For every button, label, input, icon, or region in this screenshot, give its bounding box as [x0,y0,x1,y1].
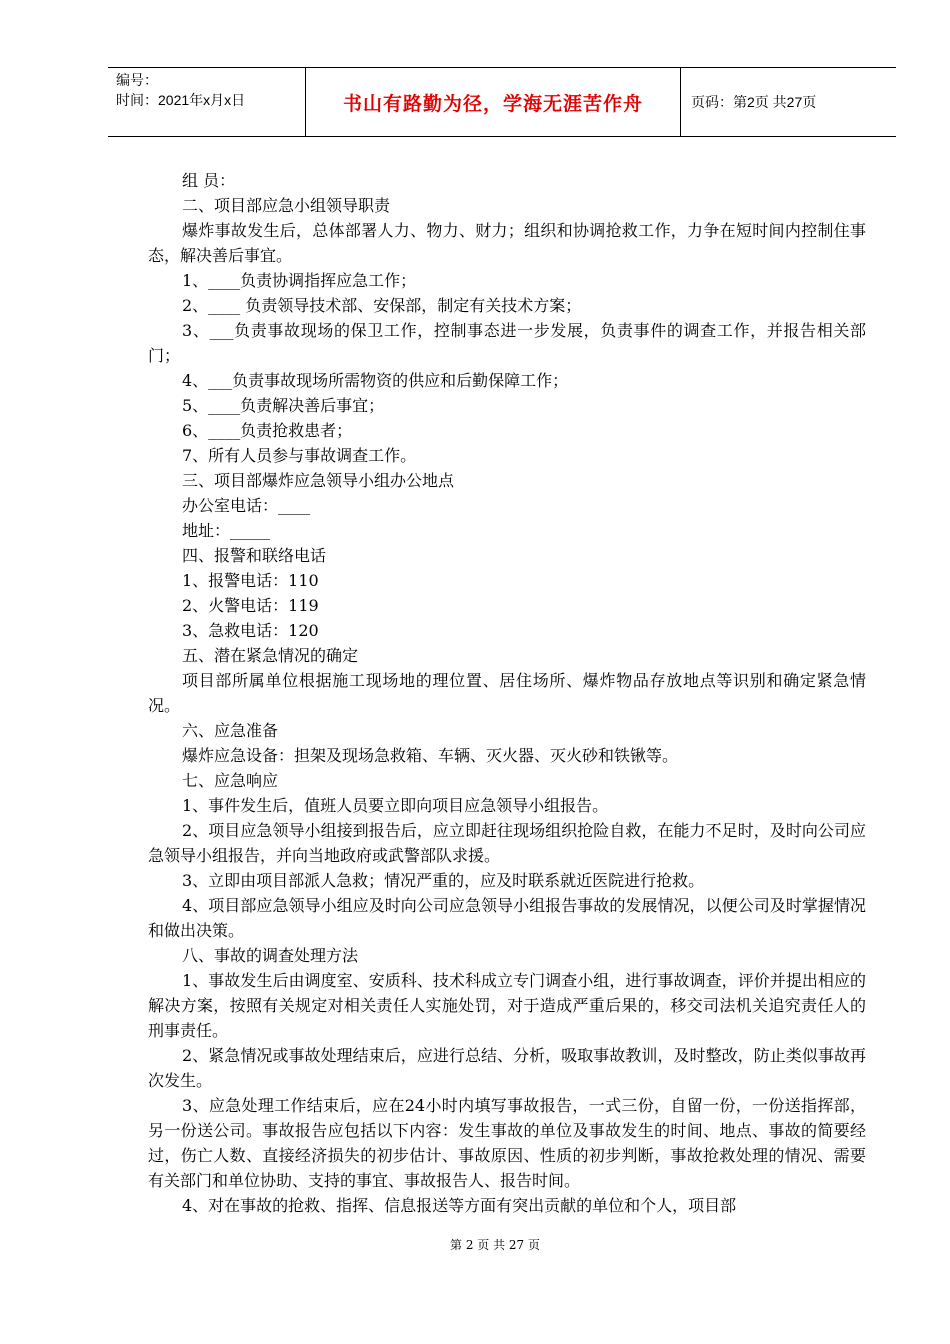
time-label: 时间：2021年x月x日 [116,92,246,108]
paragraph: 三、项目部爆炸应急领导小组办公地点 [182,471,455,490]
paragraph: 地址：_____ [182,521,271,540]
paragraph: 八、事故的调查处理方法 [182,946,359,965]
paragraph: 3、应急处理工作结束后，应在24小时内填写事故报告，一式三份，自留一份，一份送指挥部，另一份送公司。事故报告应包括以下内容：发生事故的单位及事故发生的时间、地点、事故的简要经过，伤亡人数、直接经济损失的初步估计、事故原因、性质的初步判断，事故抢救处理的情况、需要有关部门和单位协助、支持的事宜、事故报告人、报告时间。 [148,1096,866,1190]
document-body [148,168,866,1218]
paragraph: 2、____ 负责领导技术部、安保部，制定有关技术方案； [182,296,582,315]
paragraph: 爆炸事故发生后，总体部署人力、物力、财力；组织和协调抢救工作，力争在短时间内控制住事态，解决善后事宜。 [148,221,866,265]
paragraph: 7、所有人员参与事故调查工作。 [182,446,417,465]
paragraph: 二、项目部应急小组领导职责 [182,196,391,215]
paragraph: 4、对在事故的抢救、指挥、信息报送等方面有突出贡献的单位和个人，项目部 [182,1196,737,1215]
paragraph: 四、报警和联络电话 [182,546,327,565]
paragraph: 爆炸应急设备：担架及现场急救箱、车辆、灭火器、灭火砂和铁锹等。 [182,746,679,765]
paragraph: 5、____负责解决善后事宜； [182,396,385,415]
header-meta [108,68,306,136]
paragraph: 六、应急准备 [182,721,279,740]
page-header [108,67,896,137]
paragraph: 6、____负责抢救患者； [182,421,353,440]
paragraph: 项目部所属单位根据施工现场地的理位置、居住场所、爆炸物品存放地点等识别和确定紧急情况。 [148,671,866,715]
paragraph: 2、火警电话：119 [182,596,319,615]
paragraph: 组 员： [182,171,236,190]
paragraph: 2、项目应急领导小组接到报告后，应立即赶往现场组织抢险自救，在能力不足时，及时向公司应急领导小组报告，并向当地政府或武警部队求援。 [148,821,866,865]
paragraph: 五、潜在紧急情况的确定 [182,646,359,665]
paragraph: 2、紧急情况或事故处理结束后，应进行总结、分析，吸取事故教训，及时整改，防止类似事故再次发生。 [148,1046,866,1090]
paragraph: 4、___负责事故现场所需物资的供应和后勤保障工作； [182,371,569,390]
number-label: 编号： [116,72,158,88]
paragraph: 1、____负责协调指挥应急工作； [182,271,417,290]
paragraph: 1、事件发生后，值班人员要立即向项目应急领导小组报告。 [182,796,609,815]
page-footer: 第 2 页 共 27 页 [450,1238,540,1252]
paragraph: 办公室电话：____ [182,496,311,515]
header-page-info: 页码：第2页 共27页 [691,94,817,110]
paragraph: 3、急救电话：120 [182,621,319,640]
header-motto: 书山有路勤为径，学海无涯苦作舟 [306,68,681,136]
paragraph: 七、应急响应 [182,771,279,790]
paragraph: 1、事故发生后由调度室、安质科、技术科成立专门调查小组，进行事故调查，评价并提出相应的解决方案，按照有关规定对相关责任人实施处罚，对于造成严重后果的，移交司法机关追究责任人的刑事责任。 [148,971,866,1040]
paragraph: 3、___负责事故现场的保卫工作，控制事态进一步发展，负责事件的调查工作，并报告相关部门； [148,321,866,365]
paragraph: 1、报警电话：110 [182,571,319,590]
paragraph: 3、立即由项目部派人急救；情况严重的，应及时联系就近医院进行抢救。 [182,871,705,890]
paragraph: 4、项目部应急领导小组应及时向公司应急领导小组报告事故的发展情况，以便公司及时掌握情况和做出决策。 [148,896,866,940]
